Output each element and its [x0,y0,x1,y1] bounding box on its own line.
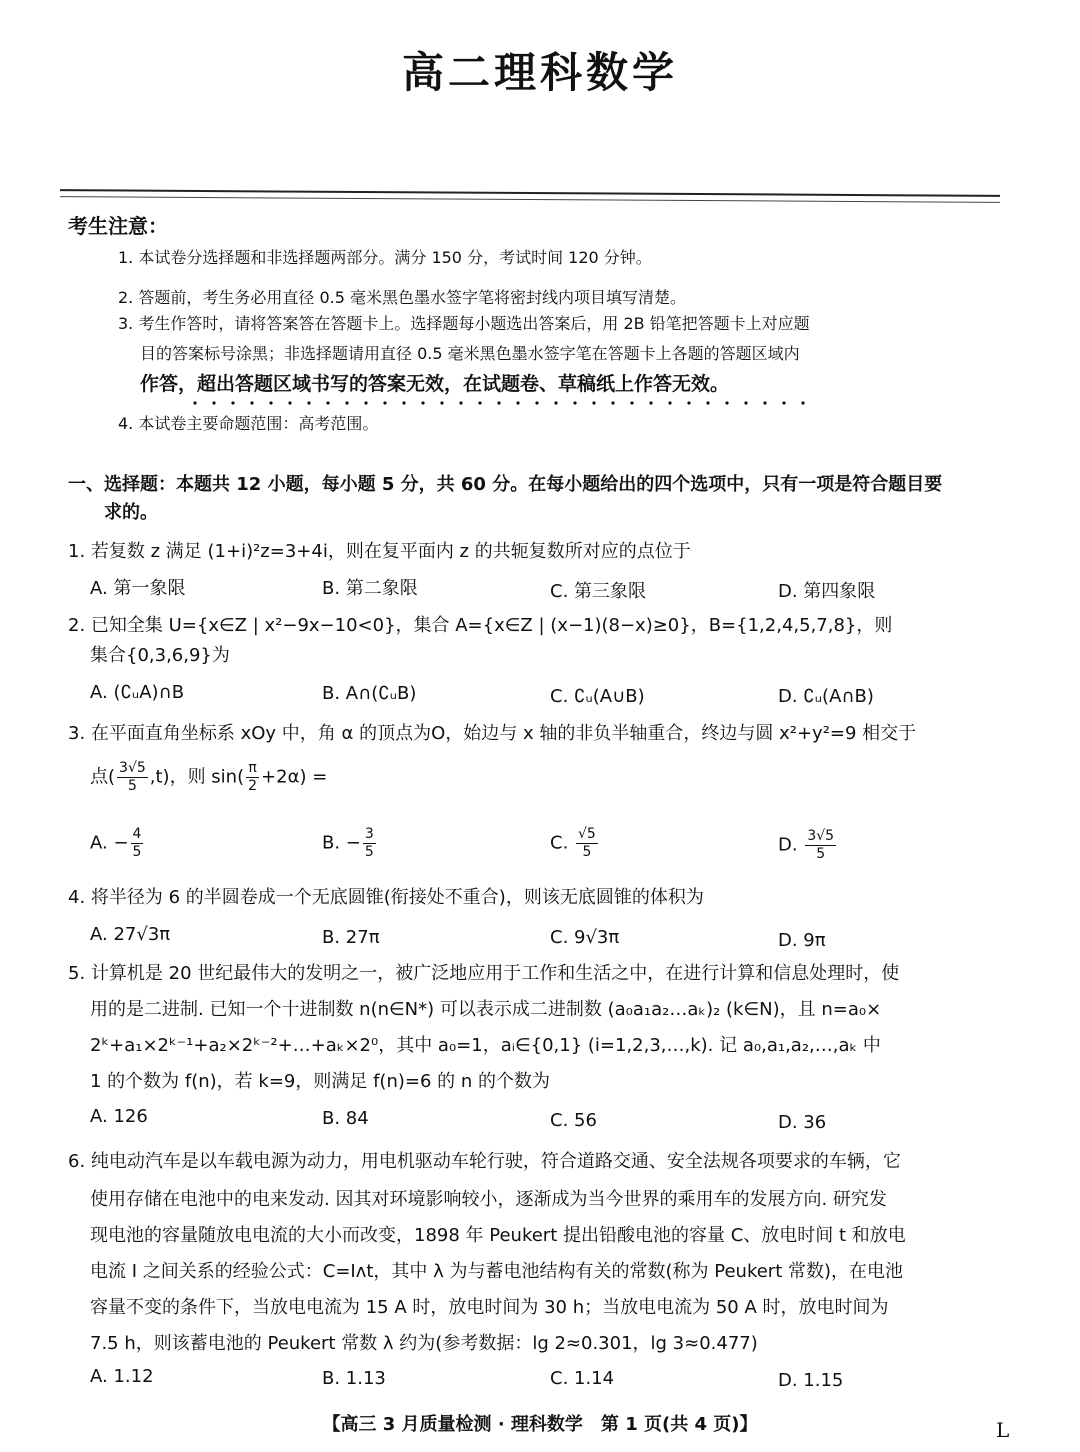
point-fraction-den: 5 [127,778,137,794]
question-3-option-b [322,826,378,861]
point-fraction [117,760,148,795]
exam-title: 高二理科数学 [401,48,678,97]
question-3-point-suffix: ,t)，则 sin( [149,766,245,788]
question-5-line-4: 1 的个数为 f(n)，若 k=9，则满足 f(n)=6 的 n 的个数为 [90,1071,550,1092]
section-heading-cont: 求的。 [104,502,158,523]
question-4-option-c: C. 9√3π [550,927,620,948]
header-rule [60,189,1000,197]
notice-item-1: 1. 本试卷分选择题和非选择题两部分。满分 150 分，考试时间 120 分钟。 [118,248,652,267]
notice-item-3-bold: 作答，超出答题区域书写的答案无效，在试题卷、草稿纸上作答无效。 [140,373,730,395]
fraction-num: √5 [578,826,596,842]
question-4-option-d: D. 9π [778,930,826,951]
fraction-den: 5 [816,846,826,862]
question-5-option-c: C. 56 [550,1110,597,1131]
question-5-option-d: D. 36 [778,1112,827,1133]
question-1-stem: 1. 若复数 z 满足 (1+i)²z=3+4i，则在复平面内 z 的共轭复数所对应的点位于 [68,541,691,562]
question-3-point-prefix: 点( [90,766,116,788]
question-5-option-b: B. 84 [322,1108,369,1129]
question-4-option-b: B. 27π [322,927,380,948]
notice-item-3-cont: 目的答案标号涂黑；非选择题请用直径 0.5 毫米黑色墨水签字笔在答题卡上各题的答题区域内 [140,344,800,363]
question-3-formula [90,760,1030,795]
question-6-option-a: A. 1.12 [90,1366,154,1387]
question-6-line-6: 7.5 h，则该蓄电池的 Peukert 常数 λ 约为(参考数据：lg 2≈0.301，lg 3≈0.477) [90,1333,758,1354]
option-fraction [576,826,598,861]
option-label: A. − [90,832,129,854]
question-3-option-a [90,826,145,861]
option-fraction [363,826,376,861]
question-5-line-1: 5. 计算机是 20 世纪最伟大的发明之一，被广泛地应用于工作和生活之中，在进行计算和信息处理时，使 [68,963,900,984]
question-5-line-2: 用的是二进制. 已知一个十进制数 n(n∈N*) 可以表示成二进制数 (a₀a₁a₂…aₖ)₂ (k∈N)，且 n=a₀× [90,999,882,1020]
pi-fraction-den: 2 [248,778,258,794]
question-2-option-c: C. ∁ᵤ(A∪B) [550,686,645,707]
question-4-stem: 4. 将半径为 6 的半圆卷成一个无底圆锥(衔接处不重合)，则该无底圆锥的体积为 [68,887,704,908]
question-1-option-b: B. 第二象限 [322,578,418,599]
question-5-option-a: A. 126 [90,1106,148,1127]
question-3-stem: 3. 在平面直角坐标系 xOy 中，角 α 的顶点为O，始边与 x 轴的非负半轴重合，终边与圆 x²+y²=9 相交于 [68,723,917,744]
fraction-num: 4 [132,826,142,842]
page-footer: 【高三 3 月质量检测 · 理科数学 第 1 页(共 4 页)】 [322,1414,758,1435]
notice-item-3: 3. 考生作答时，请将答案答在答题卡上。选择题每小题选出答案后，用 2B 铅笔把答题卡上对应题 [118,314,810,333]
option-fraction [805,828,836,863]
fraction-den: 5 [132,844,142,860]
question-2-stem: 2. 已知全集 U={x∈Z | x²−9x−10<0}，集合 A={x∈Z | (x−1)(8−x)≥0}，B={1,2,4,5,7,8}，则 [68,615,893,636]
notice-item-2: 2. 答题前，考生务必用直径 0.5 毫米黑色墨水签字笔将密封线内项目填写清楚。 [118,288,686,307]
question-6-line-3: 现电池的容量随放电电流的大小而改变，1898 年 Peukert 提出铅酸电池的容量 C、放电时间 t 和放电 [90,1225,906,1246]
notice-item-4: 4. 本试卷主要命题范围：高考范围。 [118,414,379,433]
question-1-option-d: D. 第四象限 [778,581,876,602]
question-4-option-a: A. 27√3π [90,924,171,945]
question-3-option-d [778,828,838,863]
question-2-stem-cont: 集合{0,3,6,9}为 [90,645,230,666]
emphasis-dots [190,401,820,405]
question-6-line-1: 6. 纯电动汽车是以车载电源为动力，用电机驱动车轮行驶，符合道路交通、安全法规各项要求的车辆，它 [68,1151,901,1172]
fraction-num: 3√5 [807,828,835,844]
fraction-den: 5 [582,844,592,860]
question-6-option-c: C. 1.14 [550,1368,615,1389]
point-fraction-num: 3√5 [119,760,146,776]
question-6-line-2: 使用存储在电池中的电来发动. 因其对环境影响较小，逐渐成为当今世界的乘用车的发展方向. 研究发 [90,1189,887,1210]
question-2-option-b: B. A∩(∁ᵤB) [322,683,417,704]
question-1-option-a: A. 第一象限 [90,578,186,599]
notice-heading: 考生注意： [68,214,168,238]
question-3-option-c [550,826,600,861]
header-rule-thin [60,196,1000,203]
fraction-num: 3 [364,826,374,842]
pi-fraction-num: π [246,760,259,778]
option-fraction [131,826,144,861]
question-6-option-d: D. 1.15 [778,1370,844,1391]
section-heading: 一、选择题：本题共 12 小题，每小题 5 分，共 60 分。在每小题给出的四个选项中，只有一项是符合题目要 [68,474,943,495]
question-3-tail: +2α) = [261,766,328,788]
pi-fraction [246,760,259,795]
question-6-option-b: B. 1.13 [322,1368,386,1389]
option-label: C. [550,832,575,854]
option-label: D. [778,834,804,856]
option-label: B. − [322,832,361,854]
question-5-line-3: 2ᵏ+a₁×2ᵏ⁻¹+a₂×2ᵏ⁻²+…+aₖ×2⁰，其中 a₀=1，aᵢ∈{0,1} (i=1,2,3,…,k). 记 a₀,a₁,a₂,…,aₖ 中 [90,1035,881,1056]
fraction-den: 5 [364,844,374,860]
question-6-line-5: 容量不变的条件下，当放电电流为 15 A 时，放电时间为 30 h；当放电电流为 50 A 时，放电时间为 [90,1297,889,1318]
corner-mark: L [996,1418,1010,1442]
question-6-line-4: 电流 I 之间关系的经验公式：C=Iᴧt，其中 λ 为与蓄电池结构有关的常数(称为 Peukert 常数)，在电池 [90,1261,904,1282]
question-2-option-a: A. (∁ᵤA)∩B [90,682,185,703]
question-1-option-c: C. 第三象限 [550,581,647,602]
question-2-option-d: D. ∁ᵤ(A∩B) [778,686,874,707]
